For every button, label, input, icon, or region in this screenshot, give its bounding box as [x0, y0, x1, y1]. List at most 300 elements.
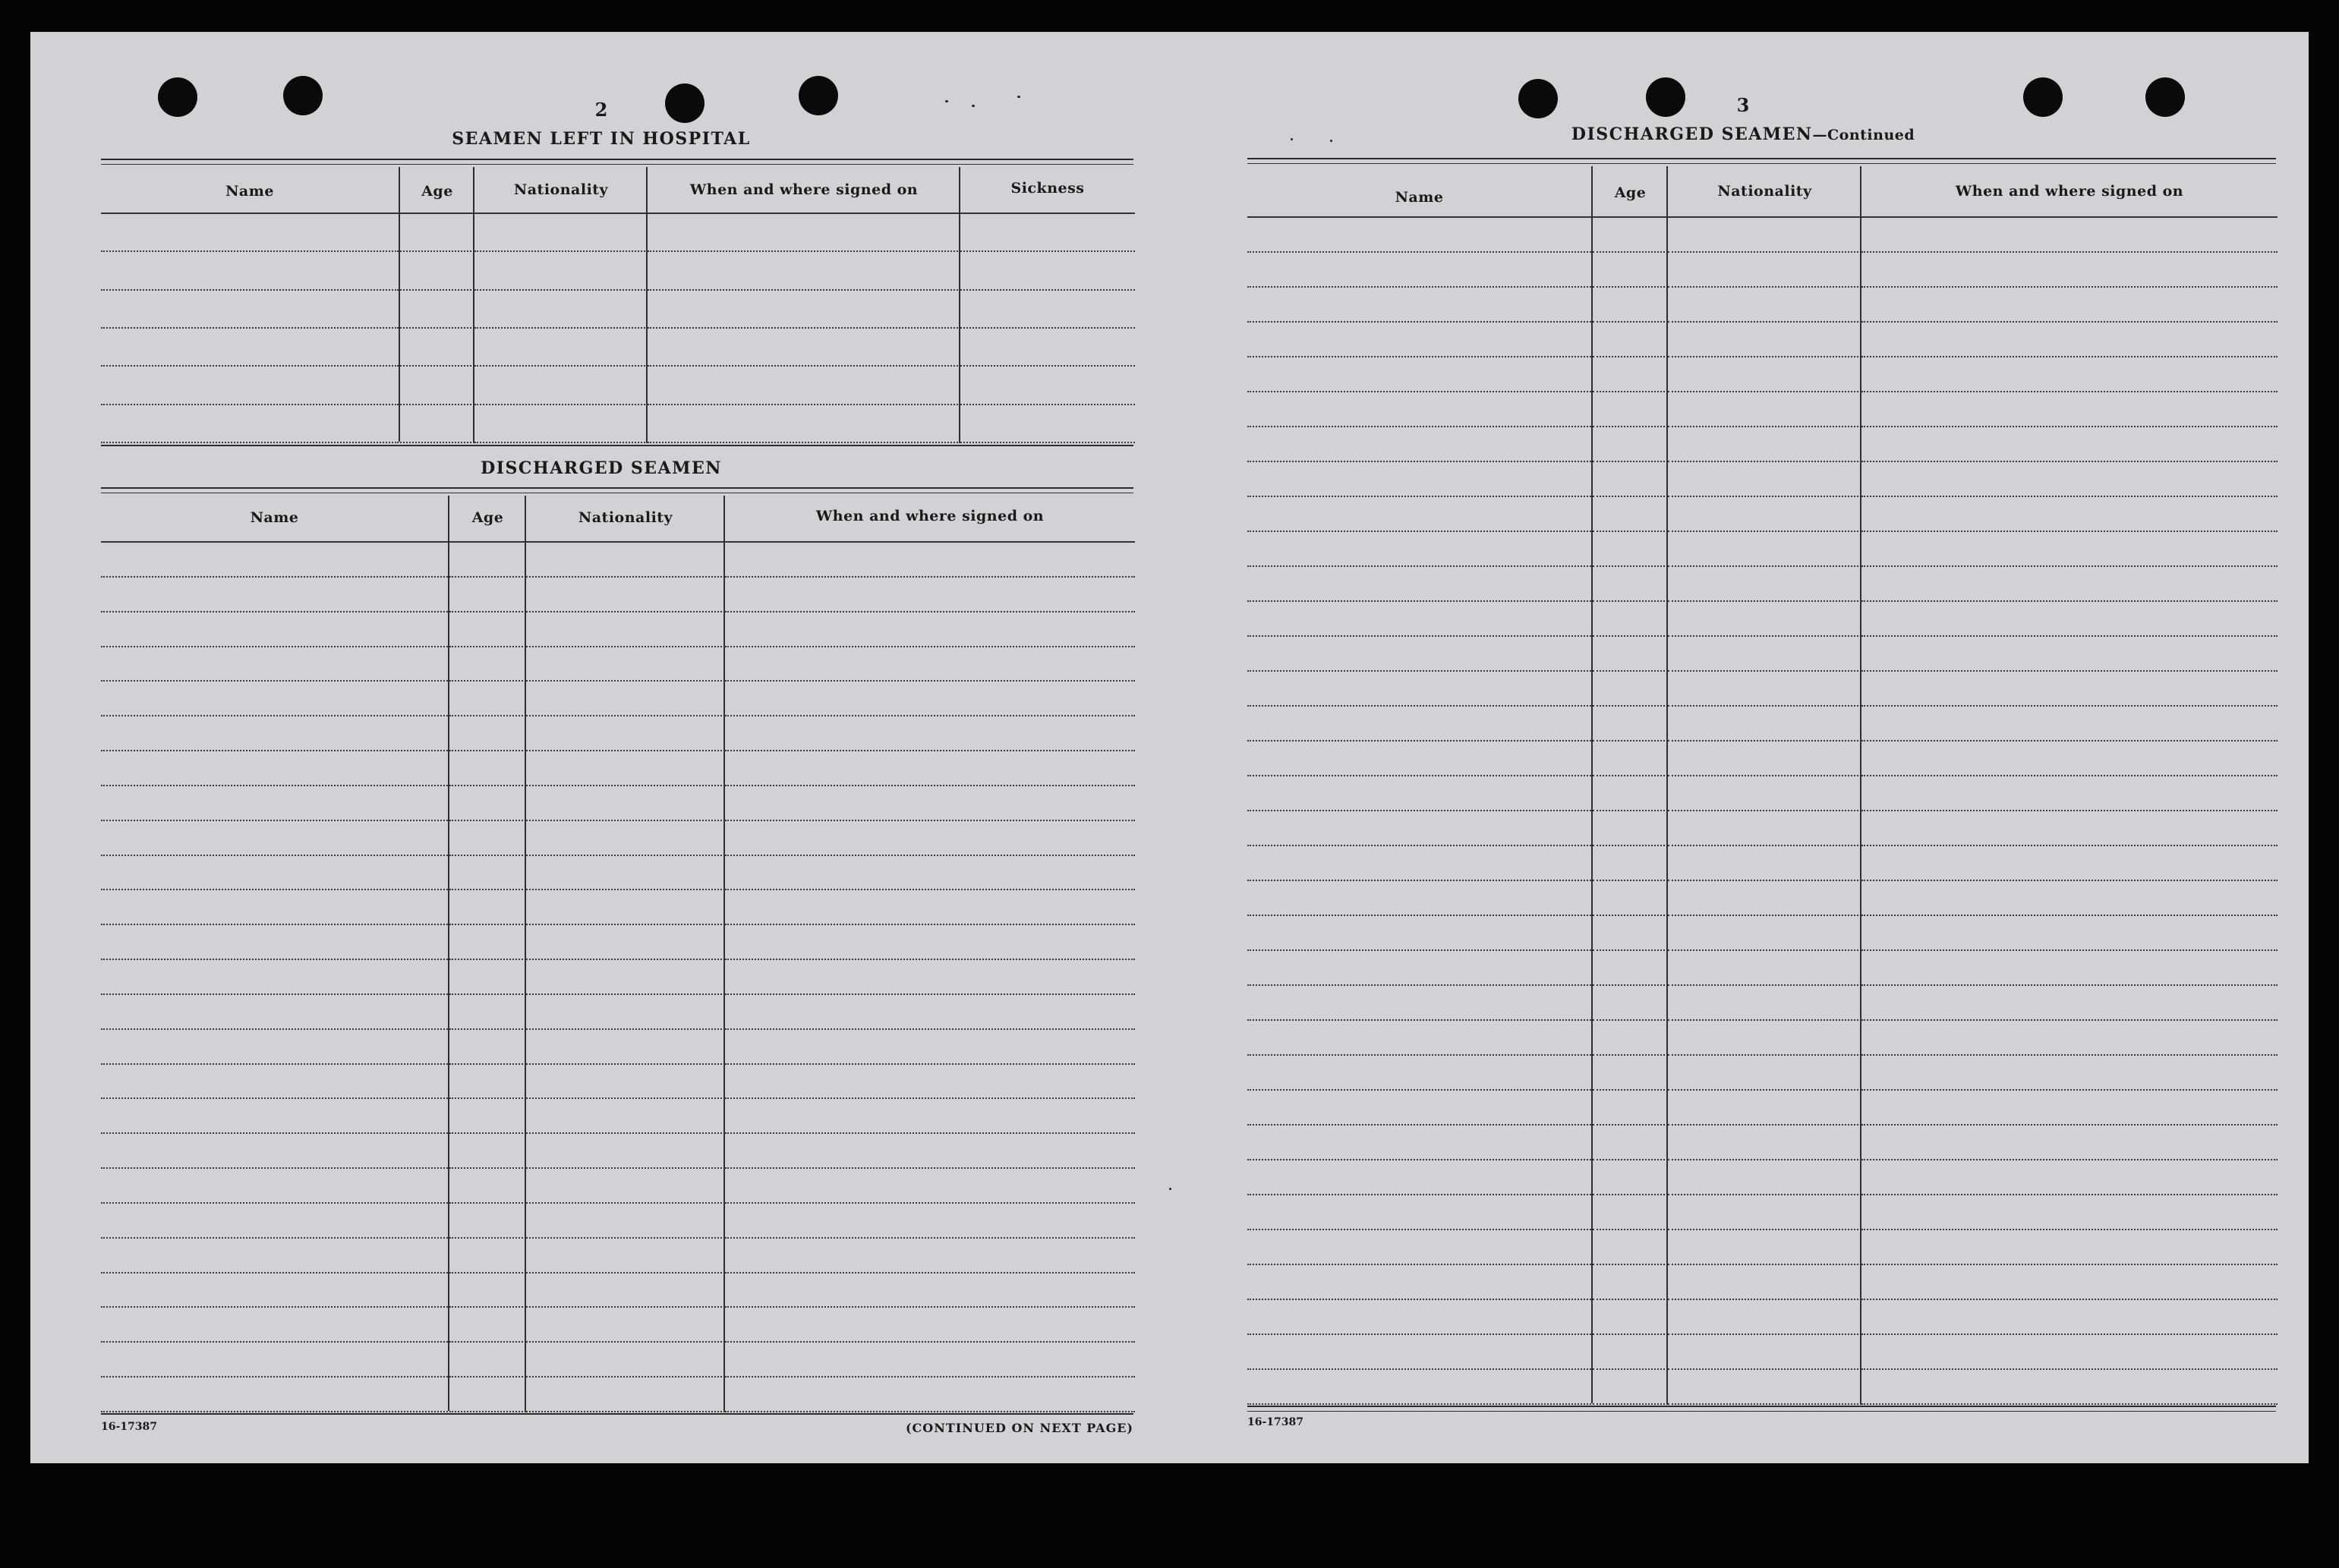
entry-line [1247, 635, 1591, 637]
form-code: 16-17387 [101, 1421, 157, 1433]
entry-line [1668, 775, 1861, 776]
entry-line [526, 1341, 725, 1343]
column-header: Nationality [513, 181, 609, 198]
entry-line [1247, 1019, 1591, 1021]
discharged-age-column [448, 496, 526, 1411]
entry-line [1861, 775, 2278, 776]
entry-line [1247, 880, 1591, 881]
hospital-age-column [399, 167, 474, 442]
header-underline [101, 541, 448, 543]
entry-line [960, 289, 1135, 291]
header-underline [449, 541, 526, 543]
entry-line [725, 576, 1135, 578]
entry-line [526, 1132, 725, 1134]
entry-line [1593, 949, 1668, 951]
entry-line [725, 1028, 1135, 1030]
entry-line [1668, 670, 1861, 672]
entry-line [725, 993, 1135, 995]
entry-line [1861, 984, 2278, 986]
entry-line [101, 924, 448, 925]
entry-line [725, 855, 1135, 856]
entry-line [725, 715, 1135, 716]
entry-line [1861, 670, 2278, 672]
entry-line [1247, 1054, 1591, 1056]
entry-line [101, 576, 448, 578]
ledger-paper [30, 32, 2309, 1463]
entry-line [101, 1411, 448, 1412]
continued-age-column [1591, 166, 1668, 1403]
entry-line [1668, 635, 1861, 637]
entry-line [960, 365, 1135, 367]
entry-line [101, 404, 399, 405]
entry-line [449, 1306, 526, 1308]
entry-line [400, 289, 474, 291]
entry-line [449, 1202, 526, 1204]
entry-line [449, 1376, 526, 1378]
entry-line [526, 1063, 725, 1065]
entry-line [101, 1028, 448, 1030]
entry-line [1668, 1264, 1861, 1265]
entry-line [1668, 426, 1861, 427]
entry-line [960, 404, 1135, 405]
bottom-rule [101, 1413, 1133, 1415]
entry-line [1247, 356, 1591, 357]
header-underline [1668, 216, 1861, 218]
entry-line [101, 1341, 448, 1343]
entry-line [1668, 1299, 1861, 1300]
entry-line [101, 611, 448, 612]
entry-line [101, 993, 448, 995]
entry-line [101, 1306, 448, 1308]
entry-line [1247, 1159, 1591, 1160]
entry-line [101, 1202, 448, 1204]
entry-line [960, 250, 1135, 252]
entry-line [1668, 531, 1861, 532]
entry-line [101, 715, 448, 716]
entry-line [1668, 1333, 1861, 1335]
entry-line [449, 785, 526, 786]
entry-line [449, 855, 526, 856]
entry-line [1668, 740, 1861, 741]
entry-line [449, 611, 526, 612]
entry-line [725, 646, 1135, 647]
page-number: 3 [1736, 94, 1750, 116]
entry-line [1593, 321, 1668, 323]
entry-line [1668, 810, 1861, 811]
entry-line [725, 680, 1135, 682]
entry-line [101, 1063, 448, 1065]
page-number: 2 [594, 99, 608, 121]
entry-line [101, 365, 399, 367]
entry-line [449, 1167, 526, 1169]
entry-line [1861, 1333, 2278, 1335]
paper-speck [1169, 1188, 1171, 1190]
entry-line [1668, 600, 1861, 602]
hospital-name-column [101, 167, 399, 442]
entry-line [1247, 391, 1591, 392]
entry-line [1668, 1054, 1861, 1056]
entry-line [526, 1028, 725, 1030]
entry-line [1861, 1089, 2278, 1091]
entry-line [526, 715, 725, 716]
entry-line [1668, 356, 1861, 357]
entry-line [101, 1132, 448, 1134]
discharged-nationality-column [525, 496, 725, 1411]
entry-line [101, 1376, 448, 1378]
entry-line [1247, 670, 1591, 672]
entry-line [960, 327, 1135, 329]
entry-line [725, 1097, 1135, 1099]
column-header: When and where signed on [1955, 183, 2184, 200]
entry-line [1668, 1089, 1861, 1091]
entry-line [1861, 461, 2278, 462]
entry-line [474, 327, 648, 329]
entry-line [1593, 670, 1668, 672]
entry-line [1861, 1403, 2278, 1405]
header-underline [400, 213, 474, 214]
entry-line [526, 646, 725, 647]
entry-line [526, 1167, 725, 1169]
entry-line [648, 250, 960, 252]
entry-line [725, 924, 1135, 925]
entry-line [526, 959, 725, 960]
entry-line [449, 715, 526, 716]
entry-line [1593, 531, 1668, 532]
bottom-rule [1247, 1411, 2276, 1412]
entry-line [1247, 1264, 1591, 1265]
entry-line [1593, 1019, 1668, 1021]
discharged-continued-title [1571, 124, 1915, 144]
entry-line [1861, 949, 2278, 951]
entry-line [1861, 426, 2278, 427]
entry-line [725, 1272, 1135, 1274]
entry-line [1861, 391, 2278, 392]
entry-line [1593, 810, 1668, 811]
entry-line [449, 1097, 526, 1099]
entry-line [1593, 984, 1668, 986]
entry-line [526, 855, 725, 856]
header-underline [1247, 216, 1591, 218]
entry-line [725, 1341, 1135, 1343]
entry-line [449, 750, 526, 751]
entry-line [1593, 635, 1668, 637]
hospital-table [101, 167, 1133, 442]
entry-line [526, 1411, 725, 1412]
discharged-continued-table [1247, 166, 2276, 1403]
entry-line [1668, 321, 1861, 323]
entry-line [725, 611, 1135, 612]
entry-line [1593, 356, 1668, 357]
entry-line [1861, 321, 2278, 323]
entry-line [1861, 705, 2278, 707]
header-underline [960, 213, 1135, 214]
entry-line [449, 993, 526, 995]
entry-line [101, 785, 448, 786]
entry-line [526, 924, 725, 925]
discharged-signed-column [723, 496, 1135, 1411]
entry-line [449, 1341, 526, 1343]
entry-line [1861, 600, 2278, 602]
entry-line [1593, 600, 1668, 602]
continued-note: (CONTINUED ON NEXT PAGE) [905, 1421, 1133, 1435]
bottom-rule [1247, 1406, 2276, 1407]
entry-line [725, 1063, 1135, 1065]
entry-line [449, 889, 526, 890]
entry-line [725, 1411, 1135, 1412]
entry-line [1668, 1194, 1861, 1195]
entry-line [400, 404, 474, 405]
title-suffix: —Continued [1812, 127, 1915, 143]
entry-line [400, 442, 474, 443]
entry-line [648, 289, 960, 291]
entry-line [1247, 461, 1591, 462]
entry-line [526, 889, 725, 890]
entry-line [1593, 1368, 1668, 1370]
entry-line [1593, 705, 1668, 707]
discharged-section-title: DISCHARGED SEAMEN [481, 458, 722, 478]
entry-line [1668, 286, 1861, 288]
entry-line [725, 1306, 1135, 1308]
entry-line [1861, 1299, 2278, 1300]
entry-line [1861, 1054, 2278, 1056]
entry-line [526, 993, 725, 995]
continued-name-column [1247, 166, 1591, 1403]
entry-line [648, 365, 960, 367]
entry-line [648, 327, 960, 329]
entry-line [1247, 1403, 1591, 1405]
hospital-nationality-column [473, 167, 648, 442]
entry-line [1861, 1264, 2278, 1265]
entry-line [1593, 845, 1668, 846]
entry-line [1861, 356, 2278, 357]
entry-line [101, 820, 448, 821]
hospital-sickness-column [959, 167, 1135, 442]
entry-line [1593, 461, 1668, 462]
entry-line [1668, 984, 1861, 986]
entry-line [101, 889, 448, 890]
entry-line [101, 1272, 448, 1274]
entry-line [1861, 635, 2278, 637]
column-header: When and where signed on [815, 508, 1045, 524]
entry-line [1668, 1159, 1861, 1160]
entry-line [1247, 1299, 1591, 1300]
entry-line [1247, 705, 1591, 707]
entry-line [526, 1202, 725, 1204]
column-header: Sickness [1010, 180, 1085, 197]
entry-line [725, 959, 1135, 960]
entry-line [101, 1097, 448, 1099]
header-rule [101, 487, 1133, 489]
entry-line [1668, 565, 1861, 567]
entry-line [1593, 1054, 1668, 1056]
continued-nationality-column [1666, 166, 1861, 1403]
column-header: When and where signed on [689, 181, 919, 198]
entry-line [1247, 810, 1591, 811]
entry-line [1861, 1229, 2278, 1230]
column-header: Nationality [1717, 183, 1812, 200]
entry-line [449, 1132, 526, 1134]
entry-line [1247, 1089, 1591, 1091]
entry-line [1593, 775, 1668, 776]
entry-line [101, 646, 448, 647]
entry-line [1247, 915, 1591, 916]
entry-line [1861, 531, 2278, 532]
right-page [1247, 32, 2276, 1463]
entry-line [1247, 949, 1591, 951]
entry-line [526, 1306, 725, 1308]
entry-line [725, 1167, 1135, 1169]
entry-line [1668, 949, 1861, 951]
entry-line [526, 1272, 725, 1274]
column-header: Nationality [578, 509, 673, 526]
entry-line [526, 1237, 725, 1239]
entry-line [725, 889, 1135, 890]
entry-line [1593, 496, 1668, 497]
header-underline [1593, 216, 1668, 218]
entry-line [1668, 1368, 1861, 1370]
header-rule [1247, 163, 2276, 164]
continued-signed-column [1860, 166, 2278, 1403]
entry-line [101, 250, 399, 252]
entry-line [1593, 1333, 1668, 1335]
entry-line [1593, 740, 1668, 741]
entry-line [725, 750, 1135, 751]
header-rule [101, 159, 1133, 160]
entry-line [101, 959, 448, 960]
entry-line [1861, 880, 2278, 881]
entry-line [1668, 880, 1861, 881]
entry-line [1247, 565, 1591, 567]
entry-line [1668, 1019, 1861, 1021]
form-code: 16-17387 [1247, 1416, 1303, 1428]
header-rule [101, 164, 1133, 165]
entry-line [449, 1028, 526, 1030]
entry-line [1247, 286, 1591, 288]
entry-line [526, 820, 725, 821]
header-underline [648, 213, 960, 214]
column-header: Age [1614, 184, 1647, 201]
entry-line [725, 1376, 1135, 1378]
entry-line [1593, 880, 1668, 881]
entry-line [1861, 1124, 2278, 1126]
entry-line [725, 1202, 1135, 1204]
entry-line [1247, 426, 1591, 427]
section-rule [101, 445, 1133, 446]
entry-line [1593, 1194, 1668, 1195]
entry-line [1593, 1299, 1668, 1300]
entry-line [400, 365, 474, 367]
entry-line [1247, 321, 1591, 323]
header-underline [725, 541, 1135, 543]
entry-line [1861, 496, 2278, 497]
entry-line [1593, 286, 1668, 288]
entry-line [1668, 1403, 1861, 1405]
entry-line [101, 442, 399, 443]
entry-line [1247, 1124, 1591, 1126]
header-underline [474, 213, 648, 214]
left-page [101, 32, 1133, 1463]
entry-line [1861, 810, 2278, 811]
entry-line [1861, 1194, 2278, 1195]
entry-line [1668, 915, 1861, 916]
entry-line [1861, 740, 2278, 741]
entry-line [725, 785, 1135, 786]
entry-line [449, 1411, 526, 1412]
entry-line [1247, 531, 1591, 532]
entry-line [474, 250, 648, 252]
entry-line [474, 404, 648, 405]
entry-line [1593, 565, 1668, 567]
entry-line [1247, 1229, 1591, 1230]
header-underline [526, 541, 725, 543]
entry-line [474, 289, 648, 291]
entry-line [449, 820, 526, 821]
hospital-section-title: SEAMEN LEFT IN HOSPITAL [452, 129, 751, 149]
entry-line [526, 680, 725, 682]
entry-line [101, 1237, 448, 1239]
entry-line [449, 1272, 526, 1274]
entry-line [474, 442, 648, 443]
entry-line [1593, 426, 1668, 427]
entry-line [449, 646, 526, 647]
column-header: Age [471, 509, 504, 526]
entry-line [725, 1132, 1135, 1134]
entry-line [449, 1237, 526, 1239]
entry-line [1247, 984, 1591, 986]
entry-line [1668, 1124, 1861, 1126]
entry-line [1247, 1194, 1591, 1195]
entry-line [1668, 705, 1861, 707]
entry-line [1593, 1403, 1668, 1405]
entry-line [1668, 391, 1861, 392]
entry-line [1593, 1264, 1668, 1265]
discharged-table [101, 496, 1133, 1411]
entry-line [1247, 845, 1591, 846]
entry-line [1593, 1229, 1668, 1230]
column-header: Name [1395, 189, 1444, 206]
column-header: Name [250, 509, 299, 526]
entry-line [1247, 1368, 1591, 1370]
header-rule [1247, 158, 2276, 159]
entry-line [1247, 251, 1591, 253]
entry-line [101, 289, 399, 291]
entry-line [1247, 775, 1591, 776]
entry-line [474, 365, 648, 367]
entry-line [526, 1376, 725, 1378]
entry-line [725, 1237, 1135, 1239]
entry-line [101, 327, 399, 329]
entry-line [1668, 461, 1861, 462]
column-header: Name [225, 183, 274, 200]
entry-line [1861, 1368, 2278, 1370]
entry-line [101, 855, 448, 856]
entry-line [1247, 600, 1591, 602]
entry-line [449, 1063, 526, 1065]
header-underline [101, 213, 399, 214]
entry-line [526, 576, 725, 578]
entry-line [1861, 251, 2278, 253]
entry-line [1668, 496, 1861, 497]
entry-line [1668, 845, 1861, 846]
entry-line [1247, 496, 1591, 497]
entry-line [1593, 1124, 1668, 1126]
entry-line [1861, 845, 2278, 846]
entry-line [725, 820, 1135, 821]
entry-line [449, 959, 526, 960]
entry-line [1593, 251, 1668, 253]
header-underline [1861, 216, 2278, 218]
entry-line [526, 750, 725, 751]
